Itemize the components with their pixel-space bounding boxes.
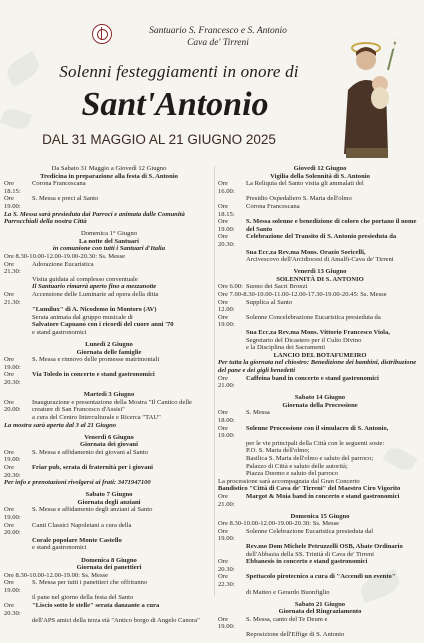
left-b7-d2b: dell'APS amici della terza età "Antico borgo di Angelo Canora" bbox=[32, 617, 200, 625]
schedule-row bbox=[4, 253, 214, 261]
left-b2-day: Domenica 1° Giugno bbox=[80, 230, 138, 238]
festival-dates: DAL 31 MAGGIO AL 21 GIUGNO 2025 bbox=[42, 132, 276, 147]
left-b2-t2: Ore 21.30: bbox=[4, 291, 21, 306]
right-b3-d2g: La processione sarà accompagnata dal Gran Concerto bbox=[218, 477, 360, 485]
right-b3-d1: S. Messa bbox=[246, 409, 270, 417]
right-b3-t1: Ore 18.00: bbox=[218, 409, 235, 424]
right-b4-d1c: dell'Abbazia della SS. Trinità di Cava de' Tirreni bbox=[246, 550, 375, 558]
left-b6-d2: Canti Classici Napoletani a cura della bbox=[32, 521, 132, 529]
right-b1-day: Giovedì 12 Giugno bbox=[293, 165, 347, 172]
right-b4-day: Domenica 15 Giugno bbox=[290, 512, 350, 520]
right-b1-d1b: Presidio Ospedaliero S. Maria dell'olmo bbox=[246, 195, 352, 203]
left-b6-t2: Ore 20.00: bbox=[4, 521, 21, 537]
schedule-row bbox=[4, 371, 214, 386]
schedule-row bbox=[4, 195, 214, 210]
right-b2-d4b: Sua Ecc.za Rev.ma Mons. Vittorio Francesco Viola, bbox=[246, 328, 390, 336]
schedule-row bbox=[218, 409, 422, 424]
left-b3-t1: Ore 19.00: bbox=[4, 356, 21, 371]
left-b4-t1: Ore 20.00: bbox=[4, 398, 21, 414]
right-b3-day: Sabato 14 Giugno bbox=[294, 394, 346, 402]
right-b1-t2: Ore 18.15: bbox=[218, 202, 235, 218]
left-b2-d2c: Serata animata dal gruppo musicale di bbox=[32, 313, 133, 321]
right-b2-t3: Ore 12.00: bbox=[218, 298, 235, 314]
schedule-row bbox=[218, 493, 422, 508]
schedule-row bbox=[4, 449, 214, 464]
schedule-row bbox=[4, 261, 214, 276]
right-b4-t3: Ore 22.30: bbox=[218, 573, 235, 588]
left-b3-day: Lunedì 2 Giugno bbox=[85, 341, 133, 349]
event-block bbox=[218, 394, 422, 508]
left-b2-t0: Ore 8.30-10.00-12.00-19.00-20.30: bbox=[4, 253, 98, 261]
left-b3-d2: Via Toledo in concerto e stand gastronomici bbox=[32, 371, 155, 379]
event-block bbox=[218, 268, 422, 390]
right-b3-t3: Ore 21.00: bbox=[218, 492, 235, 508]
left-b1-d2: S. Messa e preci al Santo bbox=[32, 195, 99, 203]
left-b3-d1: S. Messa e rinnovo delle promesse matrimoniali bbox=[32, 356, 160, 364]
left-b1-note: La S. Messa sarà presieduta dai Parroci e animata dalle Comunità Parrocchiali della nostra Città bbox=[4, 210, 185, 226]
left-b7-day: Domenica 8 Giugno bbox=[81, 556, 137, 564]
right-b3-d2e: Palazzo di Città e saluto delle autorità; bbox=[246, 462, 348, 470]
right-b4-t2: Ore 20.30: bbox=[218, 558, 235, 573]
left-b5-day: Venerdì 6 Giugno bbox=[84, 433, 134, 441]
left-b7-title: Giornata dei panettieri bbox=[76, 564, 142, 572]
left-b5-d2: Friar pub, serata di fraternità per i giovani bbox=[32, 463, 153, 471]
event-block bbox=[4, 230, 214, 336]
program-left-column bbox=[4, 165, 214, 629]
left-b1-title: Tredicina in preparazione alla festa di S. Antonio bbox=[40, 172, 178, 180]
sanctuary-name bbox=[118, 25, 318, 49]
schedule-row bbox=[218, 180, 422, 195]
left-b1-t1: Ore 18.15: bbox=[4, 180, 21, 195]
right-b2-day: Venerdì 13 Giugno bbox=[293, 268, 347, 276]
right-b2-d2: Ss. Messe bbox=[360, 291, 387, 298]
schedule-row bbox=[218, 520, 422, 528]
right-b3-title: Giornata della Processione bbox=[282, 401, 358, 409]
left-b7-d1: S. Messa per tutti i panettieri che offriranno bbox=[32, 579, 148, 587]
schedule-row bbox=[4, 464, 214, 479]
left-b7-d2: "Liscio sotto le stelle" serata danzante a cura bbox=[32, 602, 160, 610]
right-b2-title: SOLENNITÀ DI S. ANTONIO bbox=[276, 275, 364, 283]
left-b3-title: Giornata delle famiglie bbox=[76, 348, 142, 356]
schedule-row bbox=[218, 283, 422, 291]
event-block bbox=[4, 165, 214, 226]
right-b4-d0: Ss. Messe bbox=[312, 520, 340, 528]
left-b2-d2d: Salvatore Capuano con i ricordi del cuore anni '70 bbox=[32, 321, 174, 329]
left-b7-t2: Ore 20.30: bbox=[4, 602, 21, 617]
schedule-row bbox=[4, 522, 214, 537]
left-b5-d1: S. Messa e affidamento dei giovani al Santo bbox=[32, 448, 148, 456]
schedule-row bbox=[4, 579, 214, 594]
right-b2-d1: Suono dei Sacri Bronzi bbox=[246, 283, 308, 291]
left-b5-t1: Ore 19.00: bbox=[4, 448, 21, 464]
left-b2-sub: in comunione con tutti i Santuari d'Italia bbox=[52, 245, 166, 253]
right-b2-d4: Solenne Concelebrazione Eucaristica presieduta da bbox=[246, 313, 381, 321]
right-b1-title: Vigilia della Solennità di S. Antonio bbox=[270, 172, 370, 180]
schedule-row bbox=[4, 399, 214, 414]
left-b2-t1: Ore 21.30: bbox=[4, 260, 21, 276]
left-b6-d2c: e stand gastronomici bbox=[32, 544, 87, 552]
left-b4-day: Martedì 3 Giugno bbox=[83, 391, 135, 399]
left-b1-d1: Corona Francescana bbox=[32, 180, 86, 188]
event-block bbox=[218, 513, 422, 597]
right-b2-d5: Caffeina band in concerto e stand gastronomici bbox=[246, 374, 379, 382]
left-b2-d1b: Visita guidata al complesso conventuale bbox=[32, 275, 138, 283]
event-block bbox=[4, 434, 214, 487]
right-b2-title2: LANCIO DEL BOTAFUMEIRO bbox=[273, 351, 367, 359]
schedule-row bbox=[218, 616, 422, 631]
right-b2-t5: Ore 21.00: bbox=[218, 374, 235, 390]
right-b5-t1: Ore 19.00: bbox=[218, 615, 235, 631]
schedule-row bbox=[4, 356, 214, 371]
schedule-row bbox=[218, 558, 422, 573]
right-b2-t1: Ore 6.00: bbox=[218, 283, 243, 291]
left-b2-title: La notte del Santuari bbox=[79, 237, 139, 245]
right-b5-day: Sabato 21 Giugno bbox=[294, 600, 346, 608]
left-b5-note: Per info e prenotazioni rivolgersi ai frati: 3471947100 bbox=[4, 479, 151, 487]
right-b4-d1b: Rev.mo Dom Michele Petruzzelli OSB, Abate Ordinario bbox=[246, 543, 403, 550]
event-block bbox=[4, 491, 214, 552]
left-b4-d1: Inaugurazione e presentazione della Mostra "Il Cantico delle creature di San Francesco d'Assisi" bbox=[32, 398, 192, 414]
left-b6-day: Sabato 7 Giugno bbox=[85, 491, 133, 499]
left-b7-t0: Ore 8.30-10.00-12.00-19.00: bbox=[4, 571, 80, 579]
right-b2-d4d: e la Disciplina dei Sacramenti bbox=[246, 344, 326, 352]
left-b6-title: Giornata degli anziani bbox=[77, 498, 141, 506]
schedule-row bbox=[218, 425, 422, 440]
left-b7-d1b: il pane nel giorno della festa del Santo bbox=[32, 594, 134, 602]
right-b5-d1: S. Messa, canto del Te Deum e bbox=[246, 615, 328, 623]
left-b1-day: Da Sabato 31 Maggio a Giovedì 12 Giugno bbox=[51, 165, 167, 172]
right-b1-d1: La Reliquia del Santo visita gli ammalati del bbox=[246, 180, 364, 188]
program-right-column bbox=[218, 165, 422, 643]
right-b1-d2: Corona Francescana bbox=[246, 202, 300, 210]
left-b2-d2b: "Lumilux" di A. Nicodemo in Montoro (AV) bbox=[32, 306, 157, 314]
header-sanctuary_line2: Cava de' Tirreni bbox=[187, 38, 249, 48]
right-b3-t2: Ore 19.00: bbox=[218, 424, 235, 440]
event-block bbox=[218, 601, 422, 639]
right-b3-d2b: per le vie principali della Città con le seguenti soste: bbox=[246, 439, 385, 447]
left-b2-note: Il Santuario rimarrà aperto fino a mezzanotte bbox=[32, 283, 157, 291]
right-b1-d4: Celebrazione del Transito di S. Antonio presieduta da bbox=[246, 233, 397, 241]
left-b2-d1: Adorazione Eucaristica bbox=[32, 260, 94, 268]
schedule-row bbox=[218, 375, 422, 390]
schedule-row bbox=[218, 233, 422, 248]
schedule-row bbox=[218, 314, 422, 329]
left-b1-t2: Ore 19.00: bbox=[4, 195, 21, 210]
right-b3-d2f: Piazza Duomo e saluto del parroco bbox=[246, 470, 339, 478]
saint-anthony-statue-image bbox=[322, 30, 410, 158]
right-b3-d2: Solenne Processione con il simulacro di S. Antonio, bbox=[246, 424, 389, 432]
sanctuary-logo-icon bbox=[92, 24, 112, 44]
right-b1-d3: S. Messa solenne e benedizione di coloro che portano il nome del Santo bbox=[246, 218, 417, 233]
schedule-row bbox=[4, 506, 214, 521]
column-divider bbox=[214, 166, 215, 596]
left-b2-d0: Ss. Messe bbox=[98, 253, 126, 261]
schedule-row bbox=[4, 291, 214, 306]
left-b2-d2: Accensione delle Luminarie ad opera della ditta bbox=[32, 291, 159, 298]
header-sanctuary_line1: Santuario S. Francesco e S. Antonio bbox=[149, 26, 287, 36]
left-b5-t2: Ore 20.30: bbox=[4, 463, 21, 479]
right-b5-title: Giornata del Ringraziamento bbox=[278, 608, 362, 616]
schedule-row bbox=[4, 602, 214, 617]
left-b7-t1: Ore 19.00: bbox=[4, 579, 21, 594]
right-b2-d4c: Segretario del Dicastero per il Culto Divino bbox=[246, 336, 362, 344]
festival-title: Solenni festeggiamenti in onore di bbox=[59, 62, 299, 81]
right-b2-t2: Ore 7.00-8.30-10.00-11.00-12.00-17.30-19.00-20.45: bbox=[218, 291, 359, 298]
right-b1-d4b: Sua Ecc.za Rev.ma Mons. Orazio Soricelli, bbox=[246, 248, 366, 256]
right-b4-d1: Solenne Celebrazione Eucaristica presieduta dal bbox=[246, 527, 374, 535]
schedule-row bbox=[218, 291, 422, 299]
right-b1-t3: Ore 19.00: bbox=[218, 218, 235, 233]
right-b2-t4: Ore 19.00: bbox=[218, 313, 235, 329]
schedule-row bbox=[4, 572, 214, 580]
right-b1-t1: Ore 16.00: bbox=[218, 180, 235, 195]
right-b2-d3: Supplica al Santo bbox=[246, 298, 293, 306]
event-block bbox=[4, 557, 214, 625]
left-b2-d2e: e stand gastronomici bbox=[32, 328, 87, 336]
left-b6-d2b: Corale popolare Monte Castello bbox=[32, 536, 122, 544]
saint-name-title: Sant'Antonio bbox=[81, 86, 269, 123]
event-block bbox=[218, 165, 422, 264]
left-b3-t2: Ore 20.30: bbox=[4, 371, 21, 387]
right-b4-d3: Spettacolo pirotecnico a cura di "Accendi un evento" bbox=[246, 573, 396, 581]
right-b1-t4: Ore 20.30: bbox=[218, 233, 235, 248]
right-b3-d2c: P.O. S. Maria dell'olmo; bbox=[246, 447, 310, 455]
schedule-row bbox=[218, 573, 422, 588]
right-b4-t0: Ore 8.30-10.00-12.00-19.00-20.30: bbox=[218, 520, 312, 528]
left-b5-title: Giornata dei giovani bbox=[80, 441, 138, 449]
left-b6-d1: S. Messa e affidamento degli anziani al Santo bbox=[32, 506, 153, 514]
right-b1-d4c: Arcivescovo dell'Arcidiocesi di Amalfi-Cava de' Tirreni bbox=[246, 256, 394, 264]
left-b4-d1b: a cura del Centro Interculturale e Ricerca "TAU" bbox=[32, 413, 161, 421]
schedule-row bbox=[218, 218, 422, 233]
event-block bbox=[4, 341, 214, 387]
schedule-row bbox=[4, 180, 214, 195]
left-b6-t1: Ore 19.00: bbox=[4, 506, 21, 522]
left-b7-d0: Ss. Messe bbox=[81, 571, 109, 579]
schedule-row bbox=[218, 528, 422, 543]
right-b4-d3b: di Matteo e Gerardo Buonfiglio bbox=[246, 588, 330, 596]
right-b4-t1: Ore 19.00: bbox=[218, 527, 235, 543]
right-b5-d1b: Reposizione dell'Effige di S. Antonio bbox=[246, 631, 345, 639]
right-b3-d2h: Bandistico "Città di Cava de' Tirreni" del Maestro Ciro Vigorito bbox=[218, 485, 401, 493]
right-b2-note: Per tutta la giornata nel chiostro: Benedizione dei bambini, distribuzione del pane e dei gigli benedetti bbox=[218, 359, 417, 374]
schedule-row bbox=[218, 203, 422, 218]
schedule-row bbox=[218, 299, 422, 314]
event-block bbox=[4, 391, 214, 429]
decorative-leaf bbox=[0, 106, 32, 132]
right-b3-d3: Margot & Moia band in concerto e stand gastronomici bbox=[246, 492, 400, 500]
left-b4-note: La mostra sarà aperta dal 3 al 21 Giugno bbox=[4, 421, 117, 429]
right-b3-d2d: Basilica S. Maria dell'olmo e saluto del parroco; bbox=[246, 454, 374, 462]
right-b4-d2: Ebbanesis in concerto e stand gastronomici bbox=[246, 558, 368, 566]
